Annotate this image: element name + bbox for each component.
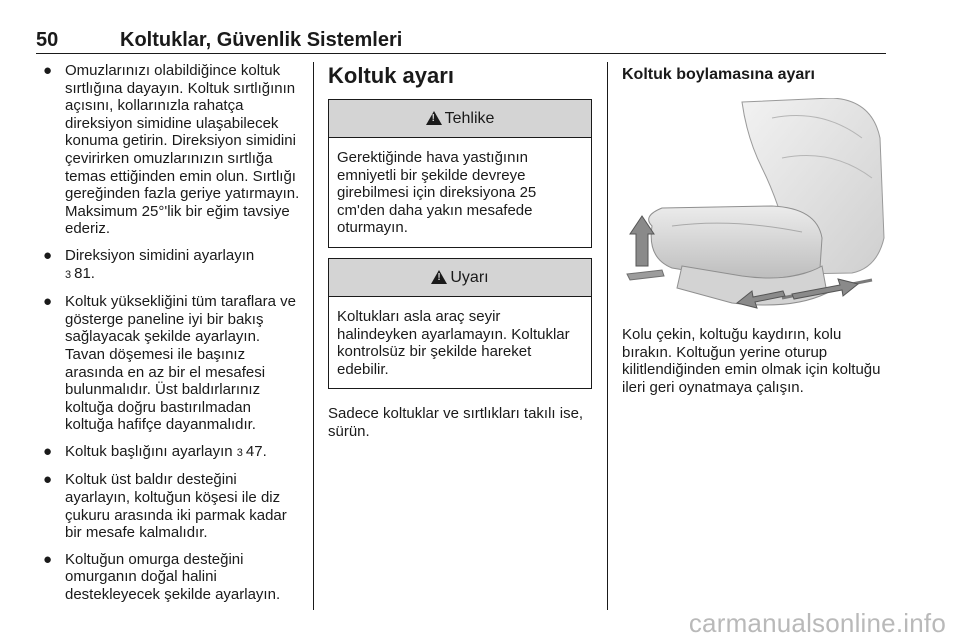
bullet-icon: ●: [43, 246, 53, 264]
seat-note: Sadece koltuklar ve sırtlıkları takılı ise, sürün.: [328, 405, 584, 440]
page-number: 50: [36, 29, 59, 51]
cross-reference-icon: 3: [65, 268, 72, 281]
instruction-list: [40, 62, 303, 604]
cross-reference-link[interactable]: 47.: [245, 442, 267, 460]
chapter-title: Koltuklar, Güvenlik Sistemleri: [120, 29, 403, 51]
column-divider: [607, 62, 608, 610]
list-item: [40, 471, 303, 541]
list-item: [40, 62, 303, 238]
cross-reference-link[interactable]: 81.: [74, 264, 95, 282]
bullet-icon: ●: [43, 62, 53, 79]
page-header: [36, 29, 886, 54]
list-item: [40, 293, 303, 434]
danger-notice-body: Gerektiğinde hava yastığının emniyetli bir şekilde devreye girebilmesi için direksiyona 25 cm'den daha yakın mesafede oturmayın.: [337, 149, 537, 237]
list-item-text: Koltuğun omurga desteğini omurganın doğal halini destekleyecek şekilde ayarlayın.: [65, 550, 281, 604]
subsection-title: Koltuk boylamasına ayarı: [622, 66, 815, 83]
list-item-text: Omuzlarınızı olabildiğince koltuk sırtlığına dayayın. Koltuk sırtlığının açısını, kollarınızla rahatça direksiyon simidine ulaşabilecek konuma getirin. Direksiyon simidini çevirirken omuzlarınızın sırtlığa temas ettiğinden emin olun. Sırtlığı gereğinden fazla geriye yatırmayın. Maksimum 25°'lik bir eğim tavsiye ederiz.: [65, 62, 300, 238]
bullet-icon: ●: [43, 550, 53, 568]
column-left: [40, 62, 303, 613]
column-divider: [313, 62, 314, 610]
bullet-icon: ●: [43, 293, 53, 311]
warning-notice: [328, 258, 592, 389]
seat-illustration-icon: [622, 98, 886, 310]
warning-triangle-icon: [431, 270, 447, 284]
warning-notice-heading: Uyarı: [450, 268, 489, 286]
bullet-icon: ●: [43, 471, 53, 489]
danger-notice-header: [329, 100, 591, 138]
danger-notice: [328, 99, 592, 248]
bullet-icon: ●: [43, 442, 53, 460]
list-item: [40, 247, 303, 284]
list-item: [40, 551, 303, 604]
list-item: [40, 443, 303, 463]
warning-notice-header: [329, 259, 591, 297]
warning-notice-body: Koltukları asla araç seyir halindeyken ayarlamayın. Koltuklar kontrolsüz bir şekilde hareket edebilir.: [337, 307, 570, 378]
adjustment-instructions: Kolu çekin, koltuğu kaydırın, kolu bırakın. Koltuğun yerine oturup kilitlendiğinden emin olmak için koltuğu ileri geri oynatmaya çalışın.: [622, 326, 881, 396]
list-item-text: Koltuk yüksekliğini tüm taraflara ve gösterge paneline iyi bir bakış sağlayacak şekilde ayarlayın. Tavan döşemesi ile başınız arasında en az bir el mesafesi bulunmalıdır. Üst baldırlarınız koltuğa doğru bastırılmadan koltuğa hafifçe dayanmalıdır.: [65, 293, 296, 434]
list-item-text: Direksiyon simidini ayarlayın: [65, 246, 255, 264]
danger-notice-heading: Tehlike: [444, 110, 495, 127]
seat-longitudinal-adjustment-illustration: [622, 98, 886, 310]
list-item-text: Koltuk üst baldır desteğini ayarlayın, koltuğun köşesi ile diz çukuru arasında iki parmak kadar bir mesafe kalmalıdır.: [65, 471, 287, 542]
list-item-text: Koltuk başlığını ayarlayın: [65, 442, 233, 460]
cross-reference-icon: 3: [236, 446, 243, 459]
warning-triangle-icon: [426, 111, 442, 125]
watermark: carmanualsonline.info: [688, 608, 946, 638]
column-middle: [328, 62, 592, 441]
section-title: Koltuk ayarı: [328, 63, 454, 88]
column-right: [622, 62, 890, 396]
